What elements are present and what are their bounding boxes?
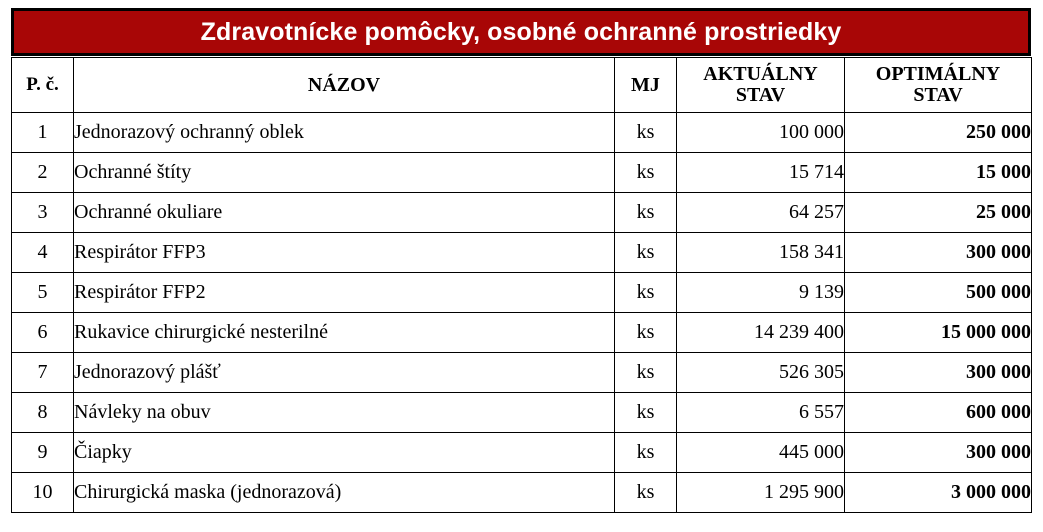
- row-current-stock: 526 305: [677, 353, 845, 393]
- column-header-current-stock: [677, 58, 845, 113]
- row-current-stock: 6 557: [677, 393, 845, 433]
- row-optimal-stock: 25 000: [845, 193, 1032, 233]
- row-index: 5: [12, 273, 74, 313]
- row-index: 6: [12, 313, 74, 353]
- table-row: [12, 193, 1032, 233]
- column-header-unit: MJ: [615, 58, 677, 113]
- row-optimal-stock: 15 000: [845, 153, 1032, 193]
- row-unit: ks: [615, 473, 677, 513]
- row-unit: ks: [615, 193, 677, 233]
- row-index: 7: [12, 353, 74, 393]
- row-item-name: Ochranné okuliare: [74, 193, 615, 233]
- table-row: [12, 273, 1032, 313]
- table-row: [12, 313, 1032, 353]
- row-current-stock: 9 139: [677, 273, 845, 313]
- row-unit: ks: [615, 233, 677, 273]
- page-title: Zdravotnícke pomôcky, osobné ochranné prostriedky: [200, 17, 842, 46]
- row-unit: ks: [615, 313, 677, 353]
- table-header-row: [12, 58, 1032, 113]
- table-row: [12, 433, 1032, 473]
- row-current-stock: 14 239 400: [677, 313, 845, 353]
- row-item-name: Ochranné štíty: [74, 153, 615, 193]
- row-optimal-stock: 250 000: [845, 113, 1032, 153]
- row-current-stock: 1 295 900: [677, 473, 845, 513]
- row-current-stock: 15 714: [677, 153, 845, 193]
- row-optimal-stock: 300 000: [845, 233, 1032, 273]
- row-item-name: Respirátor FFP2: [74, 273, 615, 313]
- column-header-current-stock-line2: STAV: [735, 84, 786, 106]
- row-index: 10: [12, 473, 74, 513]
- row-item-name: Jednorazový plášť: [74, 353, 615, 393]
- column-header-optimal-stock-line2: STAV: [913, 84, 963, 106]
- table-title-banner: [11, 8, 1031, 56]
- row-unit: ks: [615, 433, 677, 473]
- row-index: 4: [12, 233, 74, 273]
- row-index: 1: [12, 113, 74, 153]
- row-unit: ks: [615, 393, 677, 433]
- column-header-optimal-stock-line1: OPTIMÁLNY: [875, 63, 1001, 85]
- row-optimal-stock: 15 000 000: [845, 313, 1032, 353]
- row-item-name: Rukavice chirurgické nesterilné: [74, 313, 615, 353]
- row-index: 2: [12, 153, 74, 193]
- table-row: [12, 393, 1032, 433]
- row-item-name: Chirurgická maska (jednorazová): [74, 473, 615, 513]
- row-current-stock: 100 000: [677, 113, 845, 153]
- row-optimal-stock: 500 000: [845, 273, 1032, 313]
- row-item-name: Respirátor FFP3: [74, 233, 615, 273]
- column-header-optimal-stock: [845, 58, 1032, 113]
- row-optimal-stock: 3 000 000: [845, 473, 1032, 513]
- row-unit: ks: [615, 353, 677, 393]
- table-header: [12, 58, 1032, 113]
- row-unit: ks: [615, 273, 677, 313]
- row-index: 3: [12, 193, 74, 233]
- row-optimal-stock: 300 000: [845, 433, 1032, 473]
- column-header-index: P. č.: [12, 58, 74, 113]
- row-item-name: Jednorazový ochranný oblek: [74, 113, 615, 153]
- row-item-name: Návleky na obuv: [74, 393, 615, 433]
- row-unit: ks: [615, 153, 677, 193]
- row-optimal-stock: 600 000: [845, 393, 1032, 433]
- table-row: [12, 353, 1032, 393]
- row-optimal-stock: 300 000: [845, 353, 1032, 393]
- row-current-stock: 445 000: [677, 433, 845, 473]
- row-current-stock: 64 257: [677, 193, 845, 233]
- row-index: 8: [12, 393, 74, 433]
- row-unit: ks: [615, 113, 677, 153]
- row-index: 9: [12, 433, 74, 473]
- table-row: [12, 233, 1032, 273]
- ppe-stock-table: [11, 57, 1032, 513]
- row-current-stock: 158 341: [677, 233, 845, 273]
- column-header-current-stock-line1: AKTUÁLNY: [703, 63, 818, 85]
- column-header-name: NÁZOV: [74, 58, 615, 113]
- row-item-name: Čiapky: [74, 433, 615, 473]
- table-row: [12, 113, 1032, 153]
- table-row: [12, 473, 1032, 513]
- table-row: [12, 153, 1032, 193]
- table-body: [12, 113, 1032, 513]
